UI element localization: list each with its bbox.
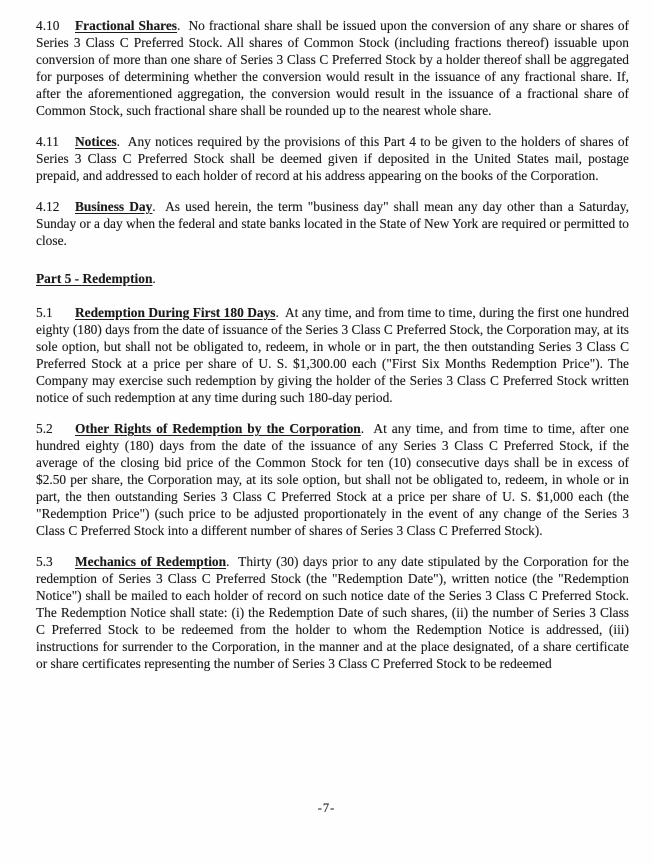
section-body: At any time, and from time to time, after one hundred eighty (180) days from the date of the issuance of any Series 3 Class C Preferred Stock, if the average of the closing bid price of the Common Stock for ten (10) consecutive days shall be in excess of $2.50 per share, the Corporation may, at its sole option, but shall not be obligated to, redeem, in whole or in part, the then outstanding Series 3 Class C Preferred Stock at a price per share of U. S. $1,000 each (the "Redemption Price") (such price to be adjusted proportionately in the event of any change of the Series 3 Class C Preferred Stock into a different number of shares of Series 3 Class C Preferred Stock). bbox=[36, 421, 629, 538]
heading-separator: . bbox=[116, 134, 121, 149]
section-4-10 bbox=[36, 17, 629, 119]
section-body: Thirty (30) days prior to any date stipulated by the Corporation for the redemption of Series 3 Class C Preferred Stock (the "Redemption Date"), written notice (the "Redemption Notice") shall be mailed to each holder of record on such notice date of the Series 3 Class C Preferred Stock. The Redemption Notice shall state: (i) the Redemption Date of such shares, (ii) the number of Series 3 Class C Preferred Stock to be redeemed from the holder to whom the Redemption Notice is addressed, (iii) instructions for surrender to the Corporation, in the manner and at the place designated, of a share certificate or share certificates representing the number of Series 3 Class C Preferred Stock to be redeemed bbox=[36, 554, 629, 671]
section-4-12 bbox=[36, 198, 629, 249]
section-5-1 bbox=[36, 304, 629, 406]
heading-separator: . bbox=[226, 554, 230, 569]
heading-separator: . bbox=[177, 18, 181, 33]
section-number: 5.3 bbox=[36, 554, 53, 569]
section-heading: Redemption During First 180 Days bbox=[75, 305, 276, 320]
section-heading: Mechanics of Redemption bbox=[75, 554, 227, 569]
section-4-11 bbox=[36, 133, 629, 184]
section-heading: Business Day bbox=[75, 199, 153, 214]
heading-separator: . bbox=[152, 199, 156, 214]
section-body: Any notices required by the provisions of this Part 4 to be given to the holders of shares of Series 3 Class C Preferred Stock shall be deemed given if deposited in the United States mail, postage prepaid, and addressed to each holder of record at his address appearing on the books of the Corporation. bbox=[36, 134, 629, 183]
part-5-heading bbox=[36, 270, 629, 287]
section-5-2 bbox=[36, 420, 629, 539]
section-heading: Notices bbox=[75, 134, 117, 149]
section-heading: Fractional Shares bbox=[75, 18, 178, 33]
section-5-3 bbox=[36, 553, 629, 672]
heading-separator: . bbox=[360, 421, 365, 436]
section-number: 4.10 bbox=[36, 18, 60, 33]
part-heading-text: Part 5 - Redemption bbox=[36, 271, 153, 286]
section-number: 5.1 bbox=[36, 305, 53, 320]
section-number: 5.2 bbox=[36, 421, 53, 436]
page-number: -7- bbox=[317, 801, 336, 815]
section-heading: Other Rights of Redemption by the Corporation bbox=[75, 421, 361, 436]
heading-separator: . bbox=[152, 271, 156, 286]
heading-separator: . bbox=[275, 305, 279, 320]
section-number: 4.12 bbox=[36, 199, 60, 214]
section-body: No fractional share shall be issued upon the conversion of any share or shares of Series 3 Class C Preferred Stock. All shares of Common Stock (including fractions thereof) issuable upon conversion of more than one share of Series 3 Class C Preferred Stock by a holder thereof shall be aggregated for purposes of determining whether the conversion would result in the issuance of any fractional share. If, after the aforementioned aggregation, the conversion would result in the issuance of a fractional share of Common Stock, such fractional share shall be rounded up to the nearest whole share. bbox=[36, 18, 630, 118]
section-body: At any time, and from time to time, during the first one hundred eighty (180) days from the date of issuance of the Series 3 Class C Preferred Stock, the Corporation may, at its sole option, but shall not be obligated to, redeem, in whole or in part, the then outstanding Series 3 Class C Preferred Stock at a price per share of U. S. $1,300.00 each ("First Six Months Redemption Price"). The Company may exercise such redemption by giving the holder of the Series 3 Class C Preferred Stock written notice of such redemption at any time during such 180-day period. bbox=[36, 305, 630, 405]
section-number: 4.11 bbox=[36, 134, 59, 149]
section-body: As used herein, the term "business day" shall mean any day other than a Saturday, Sunday or a day when the federal and state banks located in the State of New York are required or permitted to close. bbox=[36, 199, 629, 248]
